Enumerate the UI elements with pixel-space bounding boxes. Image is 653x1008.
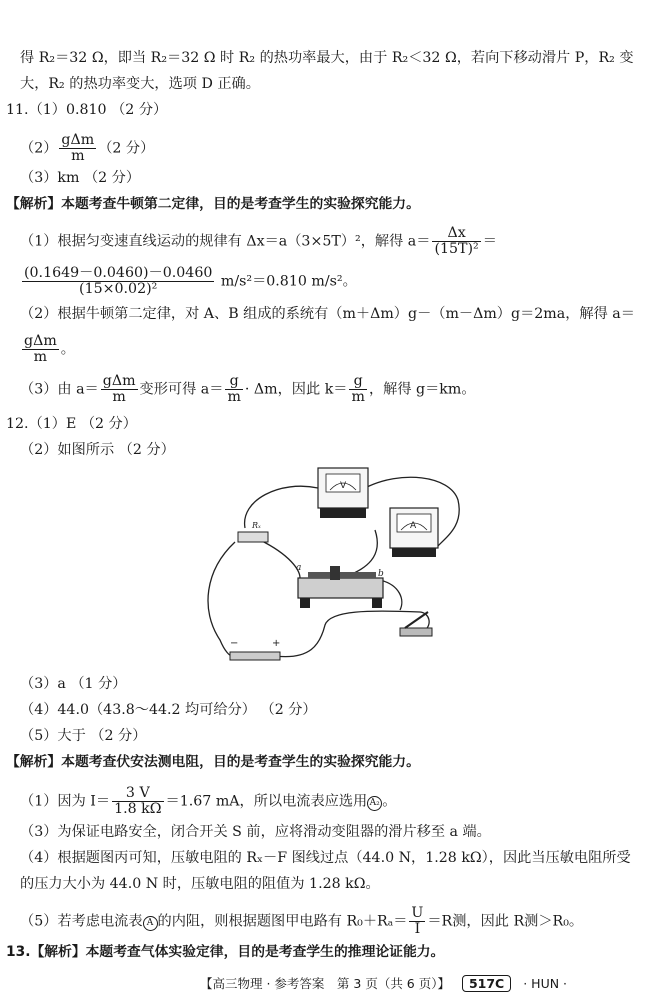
text: 的内阻，则根据题图甲电路有 R₀＋Rₐ＝ bbox=[157, 913, 408, 930]
q11-answer-3: （3）km （2 分） bbox=[20, 170, 141, 186]
wire bbox=[260, 540, 300, 578]
q12-p4b: 的压力大小为 44.0 N 时，压敏电阻的阻值为 1.28 kΩ。 bbox=[20, 876, 380, 892]
q12-p4a: （4）根据题图丙可知，压敏电阻的 Rₓ－F 图线过点（44.0 N，1.28 kΩ），因此当压敏电阻所受 bbox=[20, 850, 631, 866]
denominator: m bbox=[351, 389, 365, 405]
text: 变形可得 a＝ bbox=[139, 381, 224, 398]
battery-minus: − bbox=[230, 638, 239, 649]
battery bbox=[230, 638, 280, 660]
q11-answer-2 bbox=[20, 133, 154, 164]
circuit-figure bbox=[200, 460, 470, 670]
text: ，解得 g＝km。 bbox=[368, 381, 476, 398]
numerator: U bbox=[411, 905, 424, 921]
fraction bbox=[59, 133, 96, 164]
region-code: · HUN · bbox=[523, 976, 568, 991]
footer-text: 【高三物理 · 参考答案 第 3 页（共 6 页）】 bbox=[200, 976, 450, 991]
ammeter-a2-symbol: A₂ bbox=[367, 796, 382, 811]
q11-analysis-heading: 【解析】本题考查牛顿第二定律，目的是考查学生的实验探究能力。 bbox=[6, 196, 420, 212]
fraction bbox=[409, 906, 425, 937]
q12-answer-1: 12.（1）E （2 分） bbox=[6, 416, 137, 432]
rheostat bbox=[296, 563, 384, 608]
text-line: 大，R₂ 的热功率变大，选项 D 正确。 bbox=[20, 76, 260, 92]
q12-p5 bbox=[20, 906, 583, 937]
denominator: I bbox=[414, 921, 421, 937]
page-footer bbox=[200, 974, 650, 992]
text: m/s²＝0.810 m/s²。 bbox=[216, 273, 357, 290]
exam-code: 517C bbox=[462, 975, 511, 992]
denominator: 1.8 kΩ bbox=[114, 801, 162, 817]
denominator: (15T)² bbox=[434, 241, 479, 257]
q11-p1a bbox=[20, 226, 497, 257]
q12-p3: （3）为保证电路安全，闭合开关 S 前，应将滑动变阻器的滑片移至 a 端。 bbox=[20, 824, 491, 840]
score: （2 分） bbox=[98, 140, 155, 157]
denominator: m bbox=[71, 148, 85, 164]
fraction bbox=[349, 374, 366, 405]
numerator: g bbox=[225, 374, 242, 390]
fraction bbox=[22, 334, 59, 365]
text-line: 得 R₂＝32 Ω，即当 R₂＝32 Ω 时 R₂ 的热功率最大，由于 R₂＜32 Ω，若向下移动滑片 P，R₂ 变 bbox=[20, 50, 634, 66]
q12-answer-3: （3）a （1 分） bbox=[20, 676, 127, 692]
fraction bbox=[101, 374, 138, 405]
voltmeter bbox=[318, 468, 368, 518]
text: · Δm，因此 k＝ bbox=[244, 381, 348, 398]
text: ＝1.67 mA，所以电流表应选用 bbox=[165, 793, 368, 810]
fraction bbox=[432, 226, 480, 257]
label-b: b bbox=[378, 569, 384, 579]
fraction bbox=[112, 786, 163, 817]
q11-answer-1: 11.（1）0.810 （2 分） bbox=[6, 102, 168, 118]
text: （3）由 a＝ bbox=[20, 381, 99, 398]
fraction bbox=[225, 374, 242, 405]
numerator: Δx bbox=[432, 226, 480, 242]
text: 。 bbox=[60, 341, 75, 358]
denominator: m bbox=[227, 389, 241, 405]
numerator: gΔm bbox=[102, 373, 136, 389]
text: ＝R测，因此 R测＞R₀。 bbox=[427, 913, 584, 930]
numerator: g bbox=[349, 374, 366, 390]
q13-analysis-heading: 13.【解析】本题考查气体实验定律，目的是考查学生的推理论证能力。 bbox=[6, 944, 445, 960]
prefix: （2） bbox=[20, 140, 58, 157]
numerator: gΔm bbox=[61, 132, 95, 148]
q12-p1 bbox=[20, 786, 396, 817]
resistor-rx bbox=[238, 521, 268, 542]
battery-plus: + bbox=[272, 638, 281, 649]
wire bbox=[350, 530, 377, 575]
q11-p1b bbox=[20, 266, 357, 297]
denominator: m bbox=[112, 389, 126, 405]
numerator: (0.1649－0.0460)－0.0460 bbox=[24, 265, 213, 281]
label-a: a bbox=[296, 563, 302, 573]
q11-p2: （2）根据牛顿第二定律，对 A、B 组成的系统有（m＋Δm）g－（m－Δm）g＝2ma，解得 a＝ bbox=[20, 306, 635, 322]
rx-label: Rₓ bbox=[252, 521, 261, 530]
ammeter-a-symbol: A bbox=[143, 916, 158, 931]
q11-p2b bbox=[20, 334, 75, 365]
voltmeter-label: V bbox=[340, 481, 347, 491]
q12-answer-4: （4）44.0（43.8～44.2 均可给分） （2 分） bbox=[20, 702, 317, 718]
denominator: (15×0.02)² bbox=[79, 281, 158, 297]
text: （1）根据匀变速直线运动的规律有 Δx＝a（3×5T）²，解得 a＝ bbox=[20, 233, 431, 250]
text: （1）因为 I＝ bbox=[20, 793, 111, 810]
text: （5）若考虑电流表 bbox=[20, 913, 143, 930]
numerator: gΔm bbox=[24, 333, 57, 349]
numerator: 3 V bbox=[112, 786, 163, 802]
q12-analysis-heading: 【解析】本题考查伏安法测电阻，目的是考查学生的实验探究能力。 bbox=[6, 754, 420, 770]
ammeter-label: A bbox=[410, 521, 417, 531]
q11-p3 bbox=[20, 374, 476, 405]
q12-answer-2: （2）如图所示 （2 分） bbox=[20, 442, 175, 458]
fraction bbox=[22, 266, 214, 297]
text: ＝ bbox=[482, 233, 497, 250]
q12-answer-5: （5）大于 （2 分） bbox=[20, 728, 147, 744]
ammeter bbox=[390, 508, 438, 557]
text: 。 bbox=[382, 793, 397, 810]
denominator: m bbox=[33, 349, 48, 365]
